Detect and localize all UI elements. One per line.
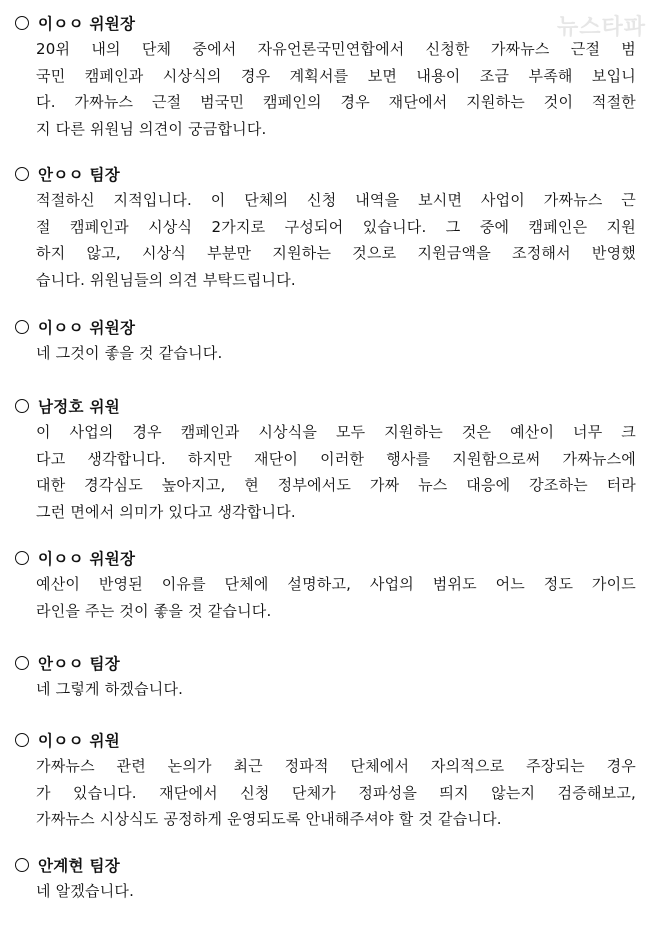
speaker-name: 이ㅇㅇ 위원장: [38, 15, 136, 33]
speaker-heading: [15, 314, 135, 340]
speaker-name: 이ㅇㅇ 위원장: [38, 319, 136, 337]
speaker-name: 안ㅇㅇ 팀장: [38, 655, 121, 673]
statement-text: [36, 36, 636, 143]
statement-line: 절 캠페인과 시상식 2가지로 구성되어 있습니다. 그 중에 캠페인은 지원: [36, 217, 636, 236]
statement-line: 네 그것이 좋을 것 같습니다.: [36, 344, 223, 362]
speaker-name: 이ㅇㅇ 위원: [38, 732, 121, 750]
watermark-logo: 뉴스타파: [556, 15, 646, 40]
bullet-circle-icon: [15, 167, 29, 181]
statement-text: [36, 676, 636, 703]
statement-line: 예산이 반영된 이유를 단체에 설명하고, 사업의 범위도 어느 정도 가이드: [36, 575, 636, 593]
bullet-circle-icon: [15, 399, 29, 413]
statement-line: 국민 캠페인과 시상식의 경우 계획서를 보면 내용이 조금 부족해 보입니: [36, 66, 636, 85]
statement-line: 이 사업의 경우 캠페인과 시상식을 모두 지원하는 것은 예산이 너무 크: [36, 423, 636, 441]
speaker-heading: [15, 727, 120, 753]
bullet-circle-icon: [15, 858, 29, 872]
statement-line: 다. 가짜뉴스 근절 범국민 캠페인의 경우 재단에서 지원하는 것이 적절한: [36, 93, 636, 112]
speaker-name: 이ㅇㅇ 위원장: [38, 550, 136, 568]
bullet-circle-icon: [15, 320, 29, 334]
statement-text: [36, 878, 636, 905]
statement-line: 지 다른 위원님 의견이 궁금합니다.: [36, 120, 267, 139]
statement-line: 그런 면에서 의미가 있다고 생각합니다.: [36, 503, 296, 522]
statement-line: 가 있습니다. 재단에서 신청 단체가 정파성을 띄지 않는지 검증해보고,: [36, 783, 636, 802]
bullet-circle-icon: [15, 16, 29, 30]
statement-line: 20위 내의 단체 중에서 자유언론국민연합에서 신청한 가짜뉴스 근절 범: [36, 40, 636, 58]
statement-line: 대한 경각심도 높아지고, 현 정부에서도 가짜 뉴스 대응에 강조하는 터라: [36, 476, 636, 495]
statement-text: [36, 419, 636, 526]
statement-line: 네 알겠습니다.: [36, 882, 135, 900]
speaker-heading: [15, 650, 120, 676]
statement-text: [36, 340, 636, 367]
bullet-circle-icon: [15, 733, 29, 747]
speaker-heading: [15, 161, 120, 187]
statement-line: 가짜뉴스 시상식도 공정하게 운영되도록 안내해주셔야 할 것 같습니다.: [36, 810, 502, 829]
statement-line: 라인을 주는 것이 좋을 것 같습니다.: [36, 601, 272, 620]
speaker-name: 남정호 위원: [38, 398, 121, 416]
statement-line: 다고 생각합니다. 하지만 재단이 이러한 행사를 지원함으로써 가짜뉴스에: [36, 449, 636, 468]
bullet-circle-icon: [15, 551, 29, 565]
speaker-name: 안ㅇㅇ 팀장: [38, 166, 121, 184]
statement-text: [36, 571, 636, 624]
speaker-heading: [15, 10, 135, 36]
statement-line: 가짜뉴스 관련 논의가 최근 정파적 단체에서 자의적으로 주장되는 경우: [36, 757, 636, 775]
speaker-heading: [15, 545, 135, 571]
bullet-circle-icon: [15, 656, 29, 670]
statement-text: [36, 187, 636, 294]
statement-line: 하지 않고, 시상식 부분만 지원하는 것으로 지원금액을 조정해서 반영했: [36, 244, 636, 263]
speaker-heading: [15, 393, 120, 419]
statement-text: [36, 753, 636, 833]
speaker-heading: [15, 852, 120, 878]
statement-line: 적절하신 지적입니다. 이 단체의 신청 내역을 보시면 사업이 가짜뉴스 근: [36, 191, 636, 209]
statement-line: 네 그렇게 하겠습니다.: [36, 680, 184, 698]
speaker-name: 안계현 팀장: [38, 857, 121, 875]
statement-line: 습니다. 위원님들의 의견 부탁드립니다.: [36, 271, 296, 290]
